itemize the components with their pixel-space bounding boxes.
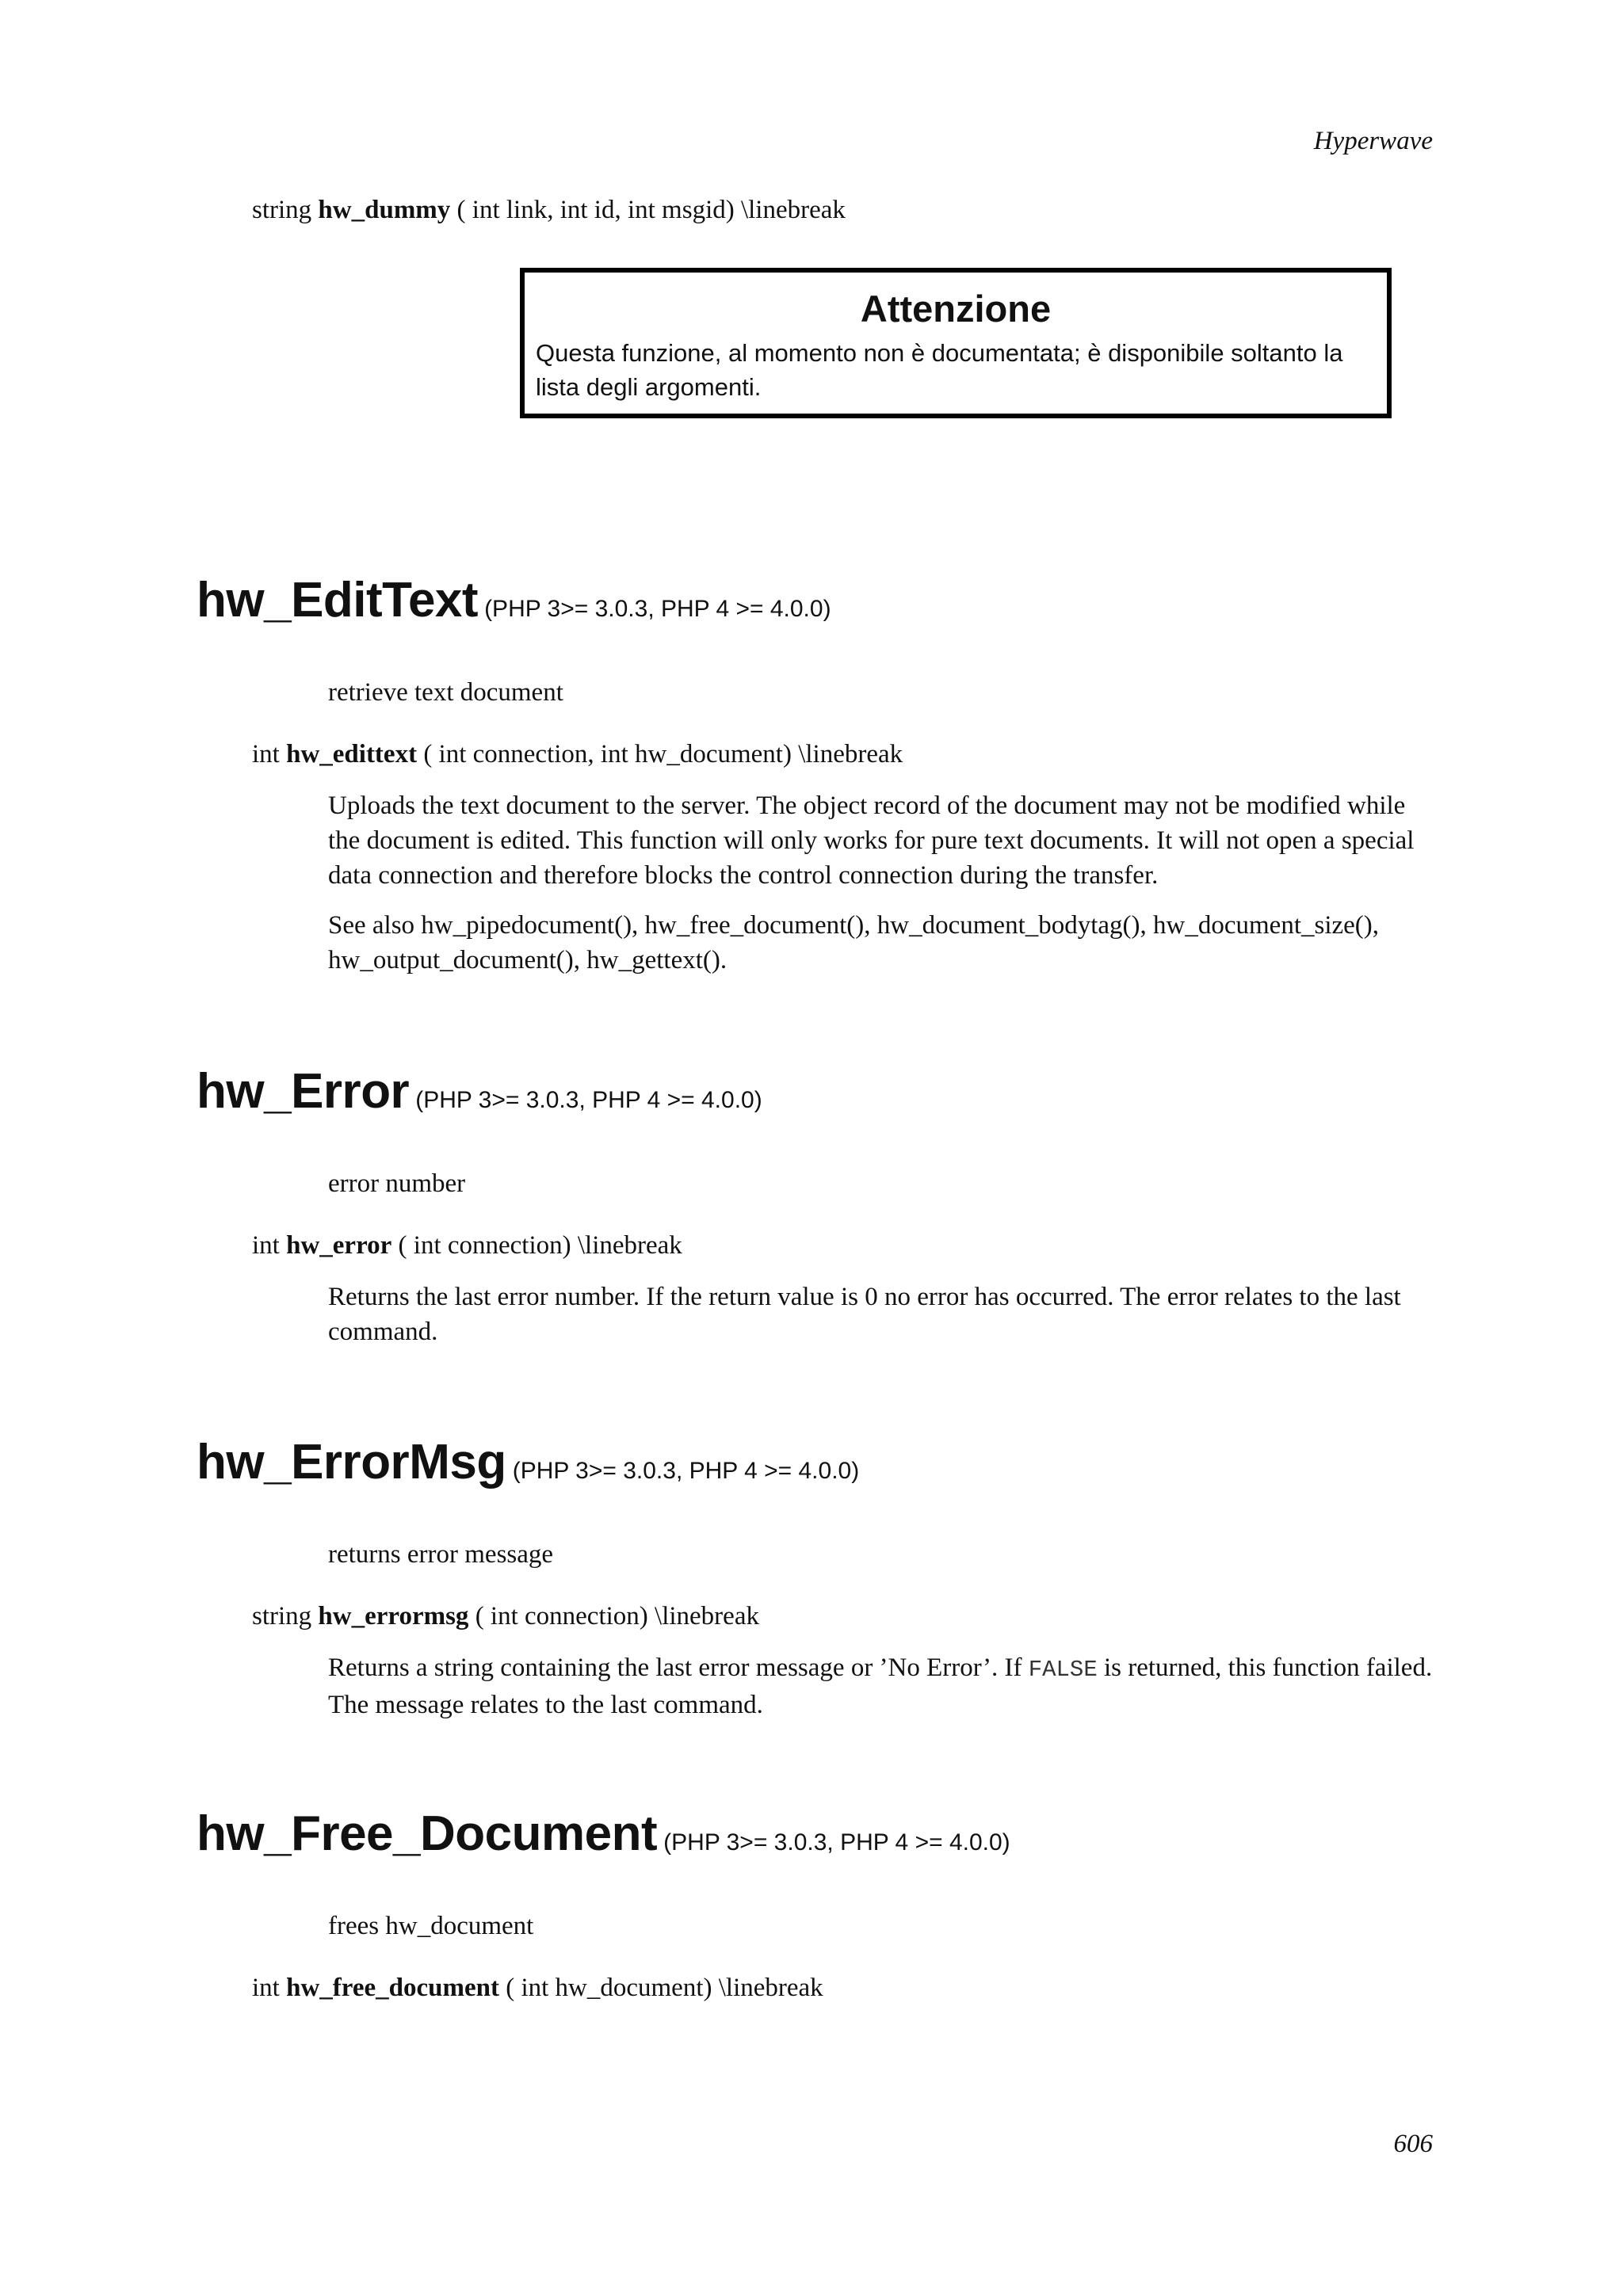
entry-name: hw_EditText (197, 573, 479, 627)
constant-false: FALSE (1028, 1657, 1098, 1683)
description-text: is returned, this function failed. The message relates to the last command. (328, 1653, 1433, 1719)
function-name: hw_error (286, 1231, 392, 1260)
warning-text (536, 336, 1376, 404)
entry-name: hw_Error (197, 1064, 410, 1119)
parameter-list: ( int connection) \linebreak (398, 1231, 682, 1260)
function-synopsis-hw-edittext (252, 740, 903, 769)
description-text: Returns a string containing the last error message or ’No Error’. If (328, 1653, 1029, 1682)
function-name: hw_free_document (286, 1974, 499, 2002)
warning-box (520, 268, 1392, 418)
function-synopsis-hw-dummy (252, 196, 846, 225)
return-type: int (252, 1974, 280, 2002)
entry-version: (PHP 3>= 3.0.3, PHP 4 >= 4.0.0) (484, 596, 831, 622)
function-synopsis-hw-errormsg (252, 1602, 759, 1631)
warning-line-2: lista degli argomenti. (536, 373, 762, 401)
entry-purpose: error number (328, 1169, 466, 1198)
parameter-list: ( int link, int id, int msgid) \linebreak (456, 196, 846, 224)
function-name: hw_dummy (318, 196, 451, 224)
warning-line-1: Questa funzione, al momento non è documentata; è disponibile soltanto la (536, 339, 1343, 367)
return-type: int (252, 740, 280, 769)
entry-title-hw-error (197, 1063, 762, 1119)
parameter-list: ( int connection, int hw_document) \linebreak (423, 740, 903, 769)
entry-version: (PHP 3>= 3.0.3, PHP 4 >= 4.0.0) (663, 1829, 1010, 1855)
entry-name: hw_ErrorMsg (197, 1435, 506, 1489)
entry-name: hw_Free_Document (197, 1806, 658, 1861)
page-number: 606 (1393, 2130, 1433, 2158)
entry-description: Returns the last error number. If the return value is 0 no error has occurred. The error relates to the last command. (328, 1283, 1401, 1346)
running-header: Hyperwave (1313, 127, 1433, 155)
parameter-list: ( int connection) \linebreak (475, 1602, 759, 1630)
return-type: string (252, 1602, 312, 1630)
entry-title-hw-free-document (197, 1806, 1010, 1862)
entry-version: (PHP 3>= 3.0.3, PHP 4 >= 4.0.0) (512, 1458, 860, 1484)
entry-title-hw-errormsg (197, 1434, 859, 1490)
warning-title: Attenzione (860, 288, 1052, 330)
entry-purpose: retrieve text document (328, 678, 563, 707)
return-type: string (252, 196, 312, 224)
entry-version: (PHP 3>= 3.0.3, PHP 4 >= 4.0.0) (415, 1087, 762, 1113)
function-synopsis-hw-free-document (252, 1974, 823, 2003)
function-name: hw_edittext (286, 740, 418, 769)
entry-title-hw-edittext (197, 572, 831, 628)
entry-purpose: returns error message (328, 1540, 554, 1569)
entry-purpose: frees hw_document (328, 1912, 534, 1940)
entry-see-also: See also hw_pipedocument(), hw_free_document(), hw_document_bodytag(), hw_document_size(), hw_output_document(), hw_gettext(). (328, 911, 1380, 974)
function-name: hw_errormsg (318, 1602, 469, 1630)
return-type: int (252, 1231, 280, 1260)
function-synopsis-hw-error (252, 1231, 682, 1261)
parameter-list: ( int hw_document) \linebreak (506, 1974, 823, 2002)
entry-description (328, 1650, 1438, 1722)
entry-description: Uploads the text document to the server. The object record of the document may not be modified while the document is edited. This function will only works for pure text documents. It will not open a special data connection and therefore blocks the control connection during the transfer. (328, 791, 1415, 890)
